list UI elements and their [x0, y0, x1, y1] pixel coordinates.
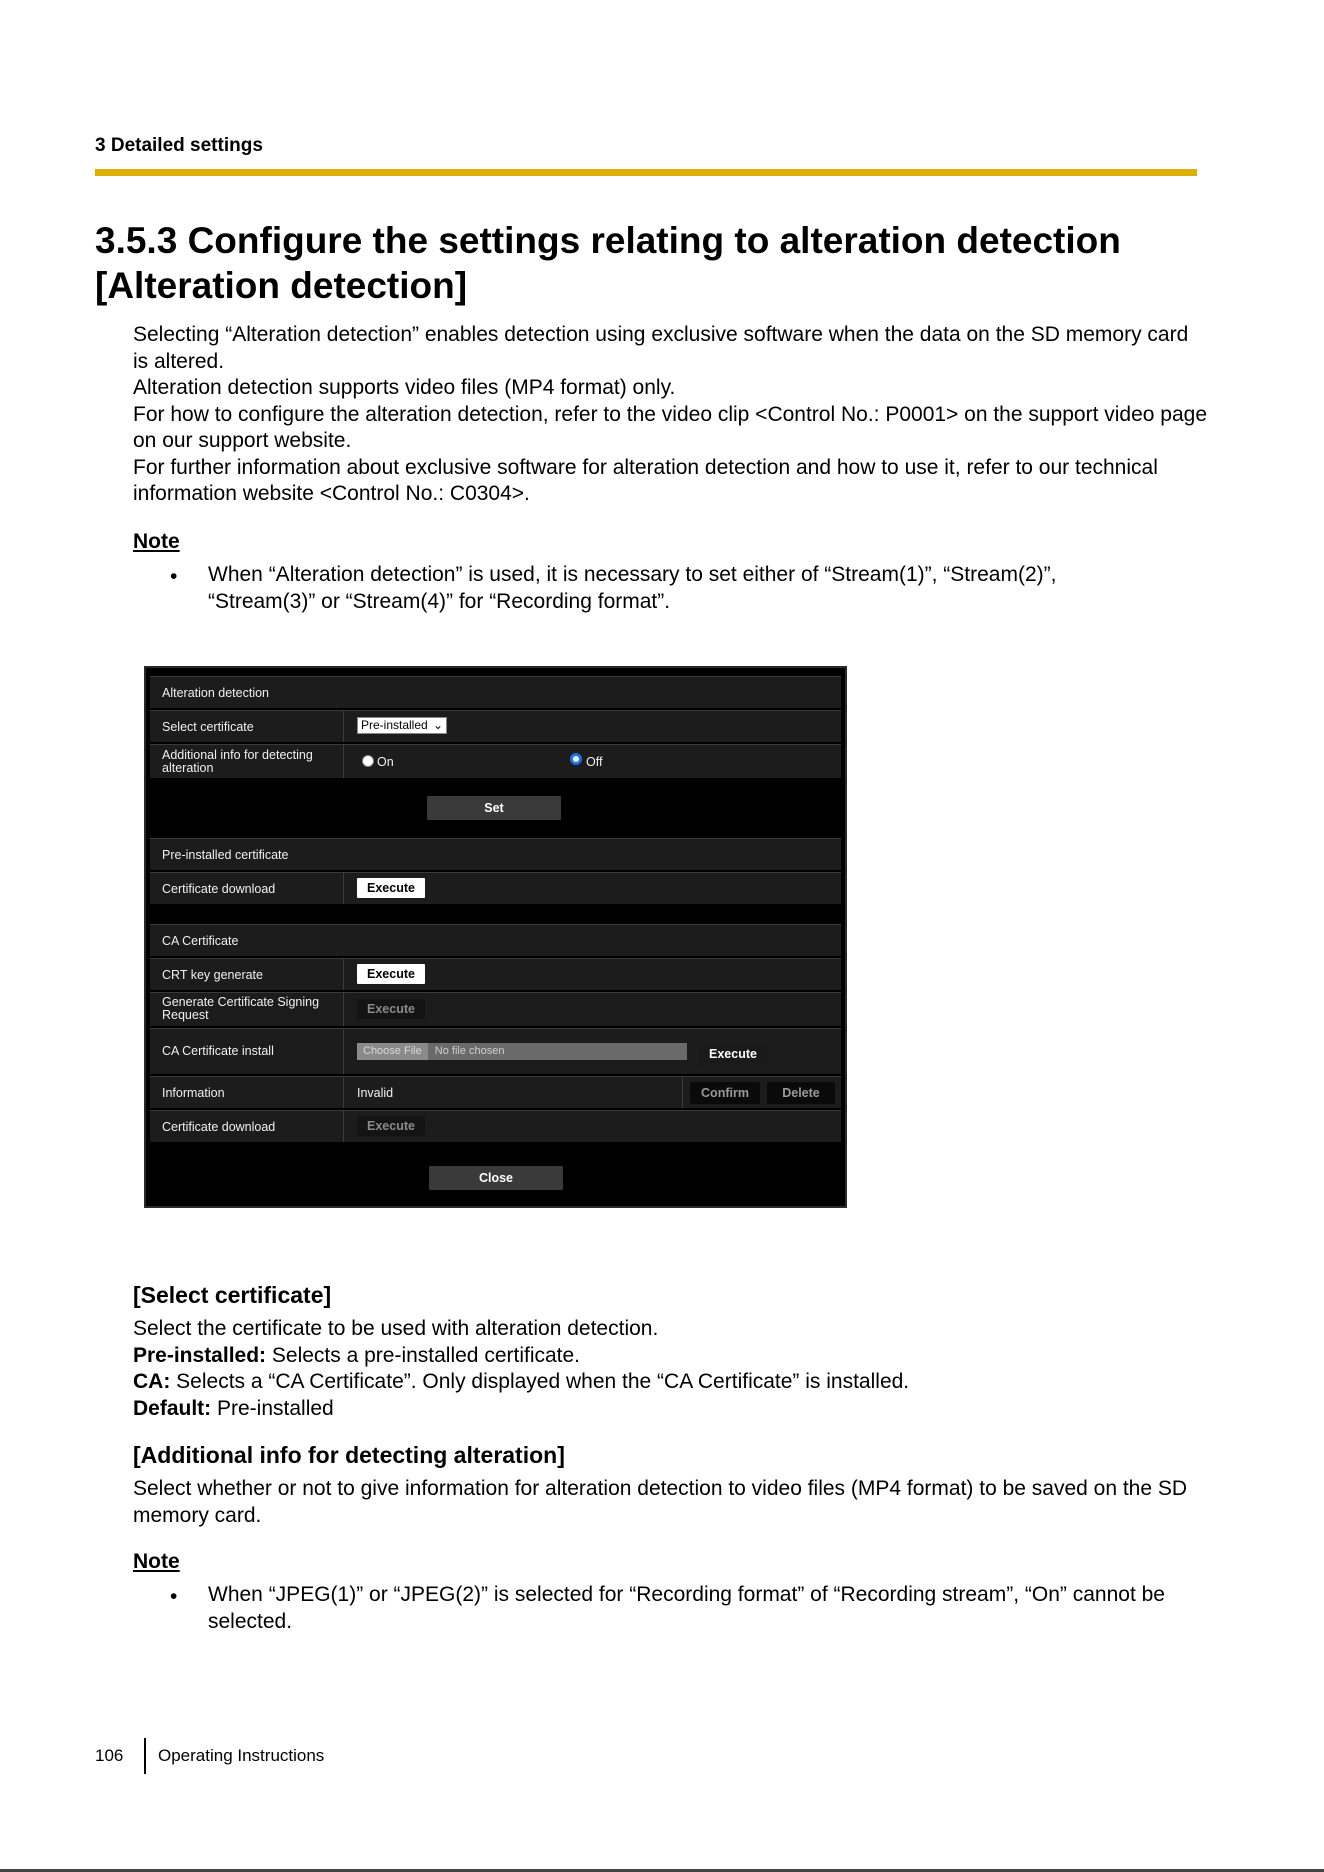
- term: CA:: [133, 1370, 171, 1393]
- intro-paragraph: Selecting “Alteration detection” enables detection using exclusive software when the data on the SD memory card is altered.: [133, 323, 1189, 373]
- intro-paragraph: For how to configure the alteration detection, refer to the video clip <Control No.: P0001> on the support video page on our support website.: [133, 402, 1208, 452]
- section-row: [150, 924, 841, 956]
- row-label: Certificate download: [162, 1120, 276, 1134]
- header-rule: [95, 169, 1197, 176]
- definition: Selects a pre-installed certificate.: [266, 1343, 581, 1367]
- set-button[interactable]: Set: [427, 796, 561, 820]
- chapter-header: 3 Detailed settings: [95, 135, 263, 156]
- section-label: Pre-installed certificate: [162, 848, 289, 862]
- radio-on-label: On: [377, 755, 394, 769]
- note-text: When “JPEG(1)” or “JPEG(2)” is selected for “Recording format” of “Recording stream”, “On” cannot be selected.: [208, 1583, 1165, 1633]
- column-divider: [343, 873, 344, 904]
- row-label: Certificate download: [162, 882, 276, 896]
- select-certificate-text: [133, 1316, 1208, 1422]
- information-row: [150, 1076, 841, 1108]
- column-divider: [343, 1111, 344, 1142]
- delete-button[interactable]: Delete: [767, 1082, 835, 1104]
- csr-row: [150, 992, 841, 1026]
- definition: Pre-installed: [211, 1396, 334, 1420]
- section-label: Alteration detection: [162, 686, 270, 700]
- section-title: [95, 218, 1205, 308]
- row-label: Generate Certificate Signing Request: [162, 995, 320, 1022]
- note-text: When “Alteration detection” is used, it is necessary to set either of “Stream(1)”, “Stream(2)”, “Stream(3)” or “Stream(4)” for “Recording format”.: [208, 563, 1057, 613]
- row-label: CRT key generate: [162, 968, 263, 982]
- column-divider: [343, 1029, 344, 1074]
- additional-info-heading: [Additional info for detecting alteration]: [133, 1442, 565, 1468]
- term: Pre-installed:: [133, 1343, 267, 1367]
- chevron-down-icon: ⌄: [432, 718, 443, 732]
- section-title-line2: [Alteration detection]: [95, 265, 468, 306]
- section-label: CA Certificate: [162, 934, 239, 948]
- column-divider: [343, 711, 344, 742]
- intro-paragraph: For further information about exclusive software for alteration detection and how to use it, refer to our technical information website <Control No.: C0304>.: [133, 455, 1158, 505]
- additional-info-row: [150, 744, 841, 778]
- radio-off[interactable]: [570, 753, 582, 765]
- radio-on[interactable]: [362, 755, 374, 767]
- certificate-download-row: [150, 1110, 841, 1142]
- section-row: [150, 676, 841, 708]
- execute-button[interactable]: Execute: [357, 878, 425, 898]
- note-heading: Note: [133, 530, 180, 553]
- paragraph: [133, 1343, 1208, 1370]
- execute-button[interactable]: Execute: [698, 1043, 768, 1065]
- section-row: [150, 838, 841, 870]
- ca-install-row: [150, 1028, 841, 1074]
- execute-button[interactable]: Execute: [357, 999, 425, 1019]
- row-label: CA Certificate install: [162, 1044, 274, 1058]
- paragraph: Select the certificate to be used with alteration detection.: [133, 1317, 659, 1340]
- paragraph: [133, 1396, 1208, 1423]
- column-divider: [343, 993, 344, 1026]
- crt-key-row: [150, 958, 841, 990]
- settings-panel: [144, 666, 847, 1208]
- term: Default:: [133, 1396, 212, 1420]
- paragraph: [133, 1369, 1208, 1396]
- select-certificate-row: [150, 710, 841, 742]
- bullet: •: [170, 1585, 178, 1608]
- definition: Selects a “CA Certificate”. Only displayed when the “CA Certificate” is installed.: [170, 1370, 910, 1393]
- close-button[interactable]: Close: [429, 1166, 563, 1190]
- section-title-line1: 3.5.3 Configure the settings relating to alteration detection: [95, 220, 1121, 261]
- note-heading: Note: [133, 1550, 180, 1573]
- row-label: Select certificate: [162, 720, 254, 734]
- intro-paragraph: Alteration detection supports video files (MP4 format) only.: [133, 376, 676, 399]
- intro-text: [133, 322, 1208, 508]
- file-status: No file chosen: [434, 1045, 505, 1057]
- row-label: Information: [162, 1086, 225, 1100]
- execute-button[interactable]: Execute: [357, 964, 425, 984]
- footer-title: Operating Instructions: [158, 1746, 325, 1765]
- certificate-download-row: [150, 872, 841, 904]
- column-divider: [343, 959, 344, 990]
- confirm-button[interactable]: Confirm: [690, 1082, 760, 1104]
- footer-divider: [144, 1738, 146, 1774]
- page-number: 106: [95, 1746, 124, 1765]
- column-divider: [682, 1077, 683, 1108]
- certificate-select-value: Pre-installed: [361, 718, 428, 732]
- additional-info-text: Select whether or not to give information for alteration detection to video files (MP4 format) to be saved on the SD memory card.: [133, 1477, 1188, 1527]
- file-input[interactable]: [357, 1043, 687, 1060]
- select-certificate-heading: [Select certificate]: [133, 1282, 332, 1308]
- information-value: Invalid: [357, 1086, 394, 1100]
- choose-file-button[interactable]: Choose File: [357, 1043, 428, 1060]
- column-divider: [343, 745, 344, 778]
- bullet: •: [170, 565, 178, 588]
- execute-button[interactable]: Execute: [357, 1116, 425, 1136]
- row-label: Additional info for detecting alteration: [162, 748, 313, 775]
- certificate-select[interactable]: [357, 717, 447, 734]
- column-divider: [343, 1077, 344, 1108]
- radio-off-label: Off: [586, 755, 603, 769]
